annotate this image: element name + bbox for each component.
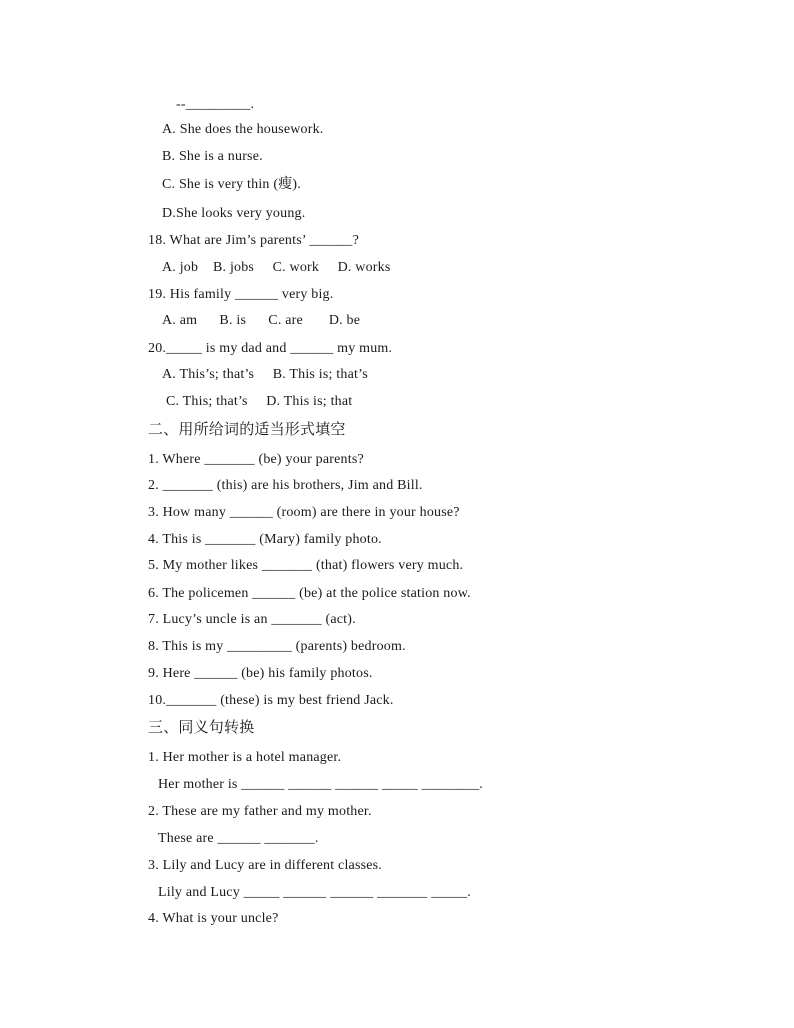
section2-item-10: 10._______ (these) is my best friend Jack. (148, 693, 394, 708)
section3-item-1-rewrite: Her mother is ______ ______ ______ _____ ________. (158, 777, 483, 792)
q17-option-a: A. She does the housework. (162, 122, 324, 137)
section3-item-2-rewrite: These are ______ _______. (158, 831, 319, 846)
section2-item-7: 7. Lucy’s uncle is an _______ (act). (148, 612, 356, 627)
section2-item-2: 2. _______ (this) are his brothers, Jim and Bill. (148, 478, 423, 493)
q17-option-d: D.She looks very young. (162, 206, 306, 221)
q17-option-c: C. She is very thin (瘦). (162, 177, 301, 192)
section3-item-1-original: 1. Her mother is a hotel manager. (148, 750, 342, 765)
q19-options: A. am B. is C. are D. be (162, 313, 361, 328)
section2-item-8: 8. This is my _________ (parents) bedroom. (148, 639, 406, 654)
section3-item-3-original: 3. Lily and Lucy are in different classes. (148, 858, 383, 873)
section2-title: 二、用所给词的适当形式填空 (148, 420, 346, 438)
q20-options-1: A. This’s; that’s B. This is; that’s (162, 367, 368, 382)
section2-item-9: 9. Here ______ (be) his family photos. (148, 666, 373, 681)
section3-item-3-rewrite: Lily and Lucy _____ ______ ______ _______ _____. (158, 885, 471, 900)
section3-item-4-original: 4. What is your uncle? (148, 911, 279, 926)
q19-stem: 19. His family ______ very big. (148, 287, 334, 302)
section2-item-5: 5. My mother likes _______ (that) flowers very much. (148, 558, 464, 573)
section2-item-6: 6. The policemen ______ (be) at the police station now. (148, 586, 471, 601)
section3-item-2-original: 2. These are my father and my mother. (148, 804, 372, 819)
q17-answer-blank: --_________. (176, 97, 255, 112)
section2-item-1: 1. Where _______ (be) your parents? (148, 452, 364, 467)
q18-stem: 18. What are Jim’s parents’ ______? (148, 233, 359, 248)
q18-options: A. job B. jobs C. work D. works (162, 260, 391, 275)
q17-option-b: B. She is a nurse. (162, 149, 263, 164)
q20-stem: 20._____ is my dad and ______ my mum. (148, 341, 393, 356)
section3-title: 三、同义句转换 (148, 718, 255, 736)
section2-item-4: 4. This is _______ (Mary) family photo. (148, 532, 382, 547)
section2-item-3: 3. How many ______ (room) are there in your house? (148, 505, 460, 520)
q20-options-2: C. This; that’s D. This is; that (166, 394, 353, 409)
